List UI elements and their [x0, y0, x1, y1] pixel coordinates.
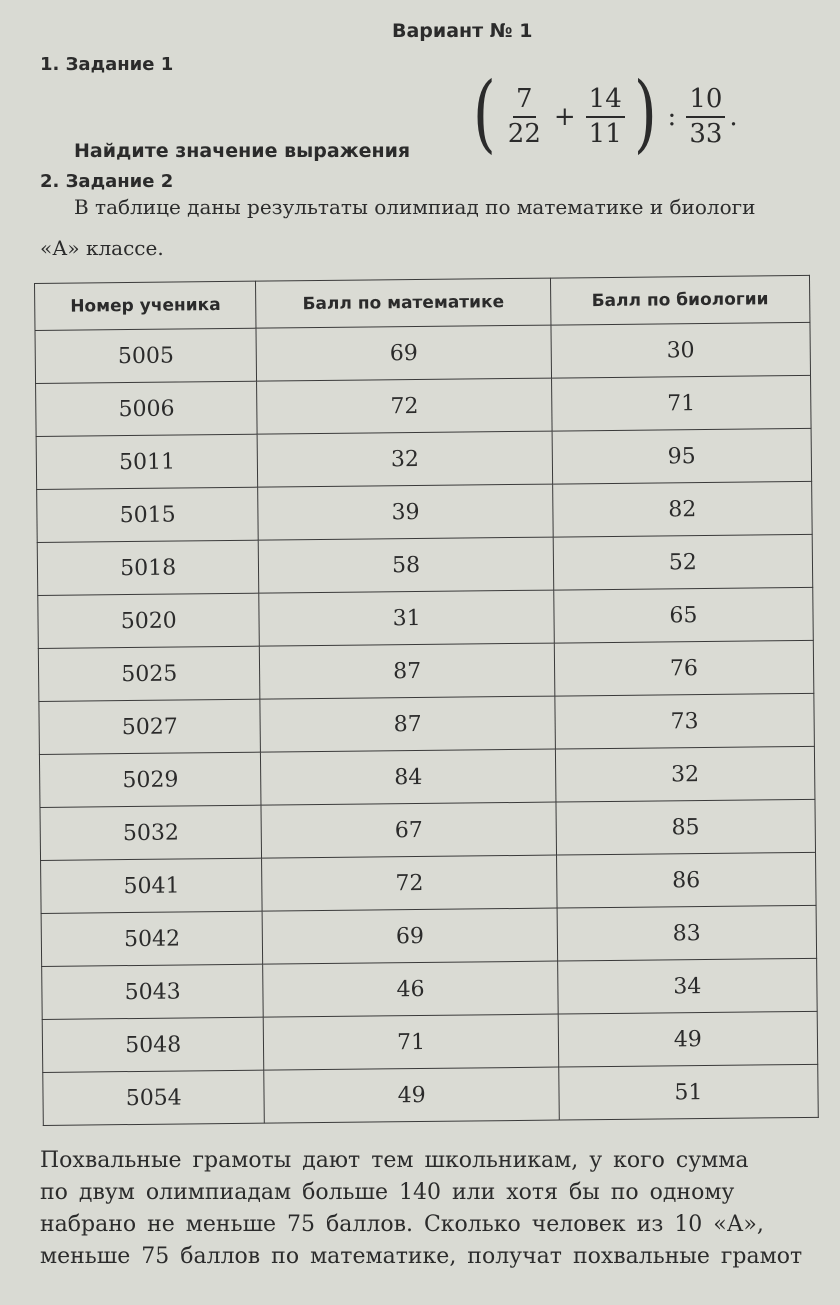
division-colon: : [667, 102, 677, 132]
fraction-numerator: 14 [586, 85, 625, 118]
cell-biology-score: 65 [554, 587, 814, 643]
cell-biology-score: 30 [551, 322, 811, 378]
cell-student-id: 5005 [35, 328, 257, 383]
cell-math-score: 32 [258, 431, 553, 487]
fraction-3 [686, 85, 725, 148]
table-row [40, 799, 816, 860]
cell-student-id: 5025 [38, 646, 260, 701]
cell-math-score: 72 [257, 378, 552, 434]
cell-student-id: 5029 [39, 752, 261, 807]
cell-math-score: 67 [261, 802, 556, 858]
column-header-biology: Балл по биологии [550, 275, 810, 325]
table-row [38, 587, 814, 648]
cell-math-score: 39 [258, 484, 553, 540]
cell-biology-score: 32 [555, 746, 815, 802]
table-row [37, 481, 813, 542]
cell-student-id: 5018 [37, 540, 259, 595]
task1-instruction: Найдите значение выражения [74, 140, 411, 162]
fraction-denominator: 33 [689, 119, 723, 149]
plus-sign: + [553, 102, 576, 132]
results-table [34, 275, 819, 1126]
task2-intro-line: В таблице даны результаты олимпиад по математике и биологи [74, 195, 756, 219]
cell-math-score: 31 [259, 590, 554, 646]
cell-student-id: 5043 [42, 964, 264, 1019]
table-row [41, 905, 817, 966]
cell-biology-score: 95 [552, 428, 812, 484]
fraction-1 [505, 85, 544, 148]
cell-student-id: 5027 [39, 699, 261, 754]
cell-biology-score: 34 [557, 958, 817, 1014]
cell-math-score: 69 [256, 325, 551, 381]
cell-math-score: 58 [259, 537, 554, 593]
fraction-numerator: 7 [513, 85, 536, 118]
cell-biology-score: 85 [556, 799, 816, 855]
table-row [41, 852, 817, 913]
table-row [35, 322, 811, 383]
table-row [43, 1064, 819, 1125]
task2-intro-line: «А» классе. [40, 236, 164, 260]
column-header-math: Балл по математике [256, 278, 551, 328]
cell-biology-score: 83 [557, 905, 817, 961]
table-row [42, 958, 818, 1019]
cell-student-id: 5020 [38, 593, 260, 648]
cell-biology-score: 73 [555, 693, 815, 749]
cell-math-score: 46 [263, 961, 558, 1017]
table-row [37, 534, 813, 595]
paragraph-line: по двум олимпиадам больше 140 или хотя бы по одному [40, 1180, 735, 1205]
cell-biology-score: 71 [551, 375, 811, 431]
cell-math-score: 49 [264, 1067, 559, 1123]
cell-math-score: 87 [260, 643, 555, 699]
cell-student-id: 5048 [42, 1017, 264, 1072]
table-row [39, 746, 815, 807]
fraction-denominator: 11 [588, 119, 622, 149]
table-row [36, 375, 812, 436]
table-row [42, 1011, 818, 1072]
cell-student-id: 5054 [43, 1070, 265, 1125]
cell-biology-score: 86 [556, 852, 816, 908]
close-paren: ) [633, 64, 657, 162]
cell-math-score: 71 [264, 1014, 559, 1070]
cell-math-score: 87 [260, 696, 555, 752]
fraction-2 [586, 85, 625, 148]
paragraph-line: меньше 75 баллов по математике, получат похвальные грамот [40, 1244, 803, 1269]
period: . [729, 102, 738, 132]
open-paren: ( [472, 64, 496, 162]
cell-math-score: 72 [262, 855, 557, 911]
cell-student-id: 5011 [36, 434, 258, 489]
paragraph-line: набрано не меньше 75 баллов. Сколько человек из 10 «А», [40, 1212, 764, 1237]
cell-student-id: 5032 [40, 805, 262, 860]
cell-student-id: 5015 [37, 487, 259, 542]
cell-biology-score: 51 [559, 1064, 819, 1120]
table-row [39, 693, 815, 754]
math-expression [468, 64, 738, 162]
task2-heading: 2. Задание 2 [40, 171, 174, 192]
cell-student-id: 5041 [41, 858, 263, 913]
table-row [36, 428, 812, 489]
paragraph-line: Похвальные грамоты дают тем школьникам, у кого сумма [40, 1148, 749, 1173]
cell-math-score: 84 [261, 749, 556, 805]
cell-biology-score: 82 [552, 481, 812, 537]
cell-student-id: 5006 [36, 381, 258, 436]
table-row [38, 640, 814, 701]
cell-math-score: 69 [263, 908, 558, 964]
variant-title: Вариант № 1 [392, 20, 533, 42]
cell-biology-score: 52 [553, 534, 813, 590]
fraction-numerator: 10 [686, 85, 725, 118]
fraction-denominator: 22 [507, 119, 541, 149]
cell-biology-score: 76 [554, 640, 814, 696]
cell-biology-score: 49 [558, 1011, 818, 1067]
column-header-student: Номер ученика [35, 281, 257, 330]
table-header-row [35, 275, 810, 330]
task1-heading: 1. Задание 1 [40, 54, 174, 75]
cell-student-id: 5042 [41, 911, 263, 966]
